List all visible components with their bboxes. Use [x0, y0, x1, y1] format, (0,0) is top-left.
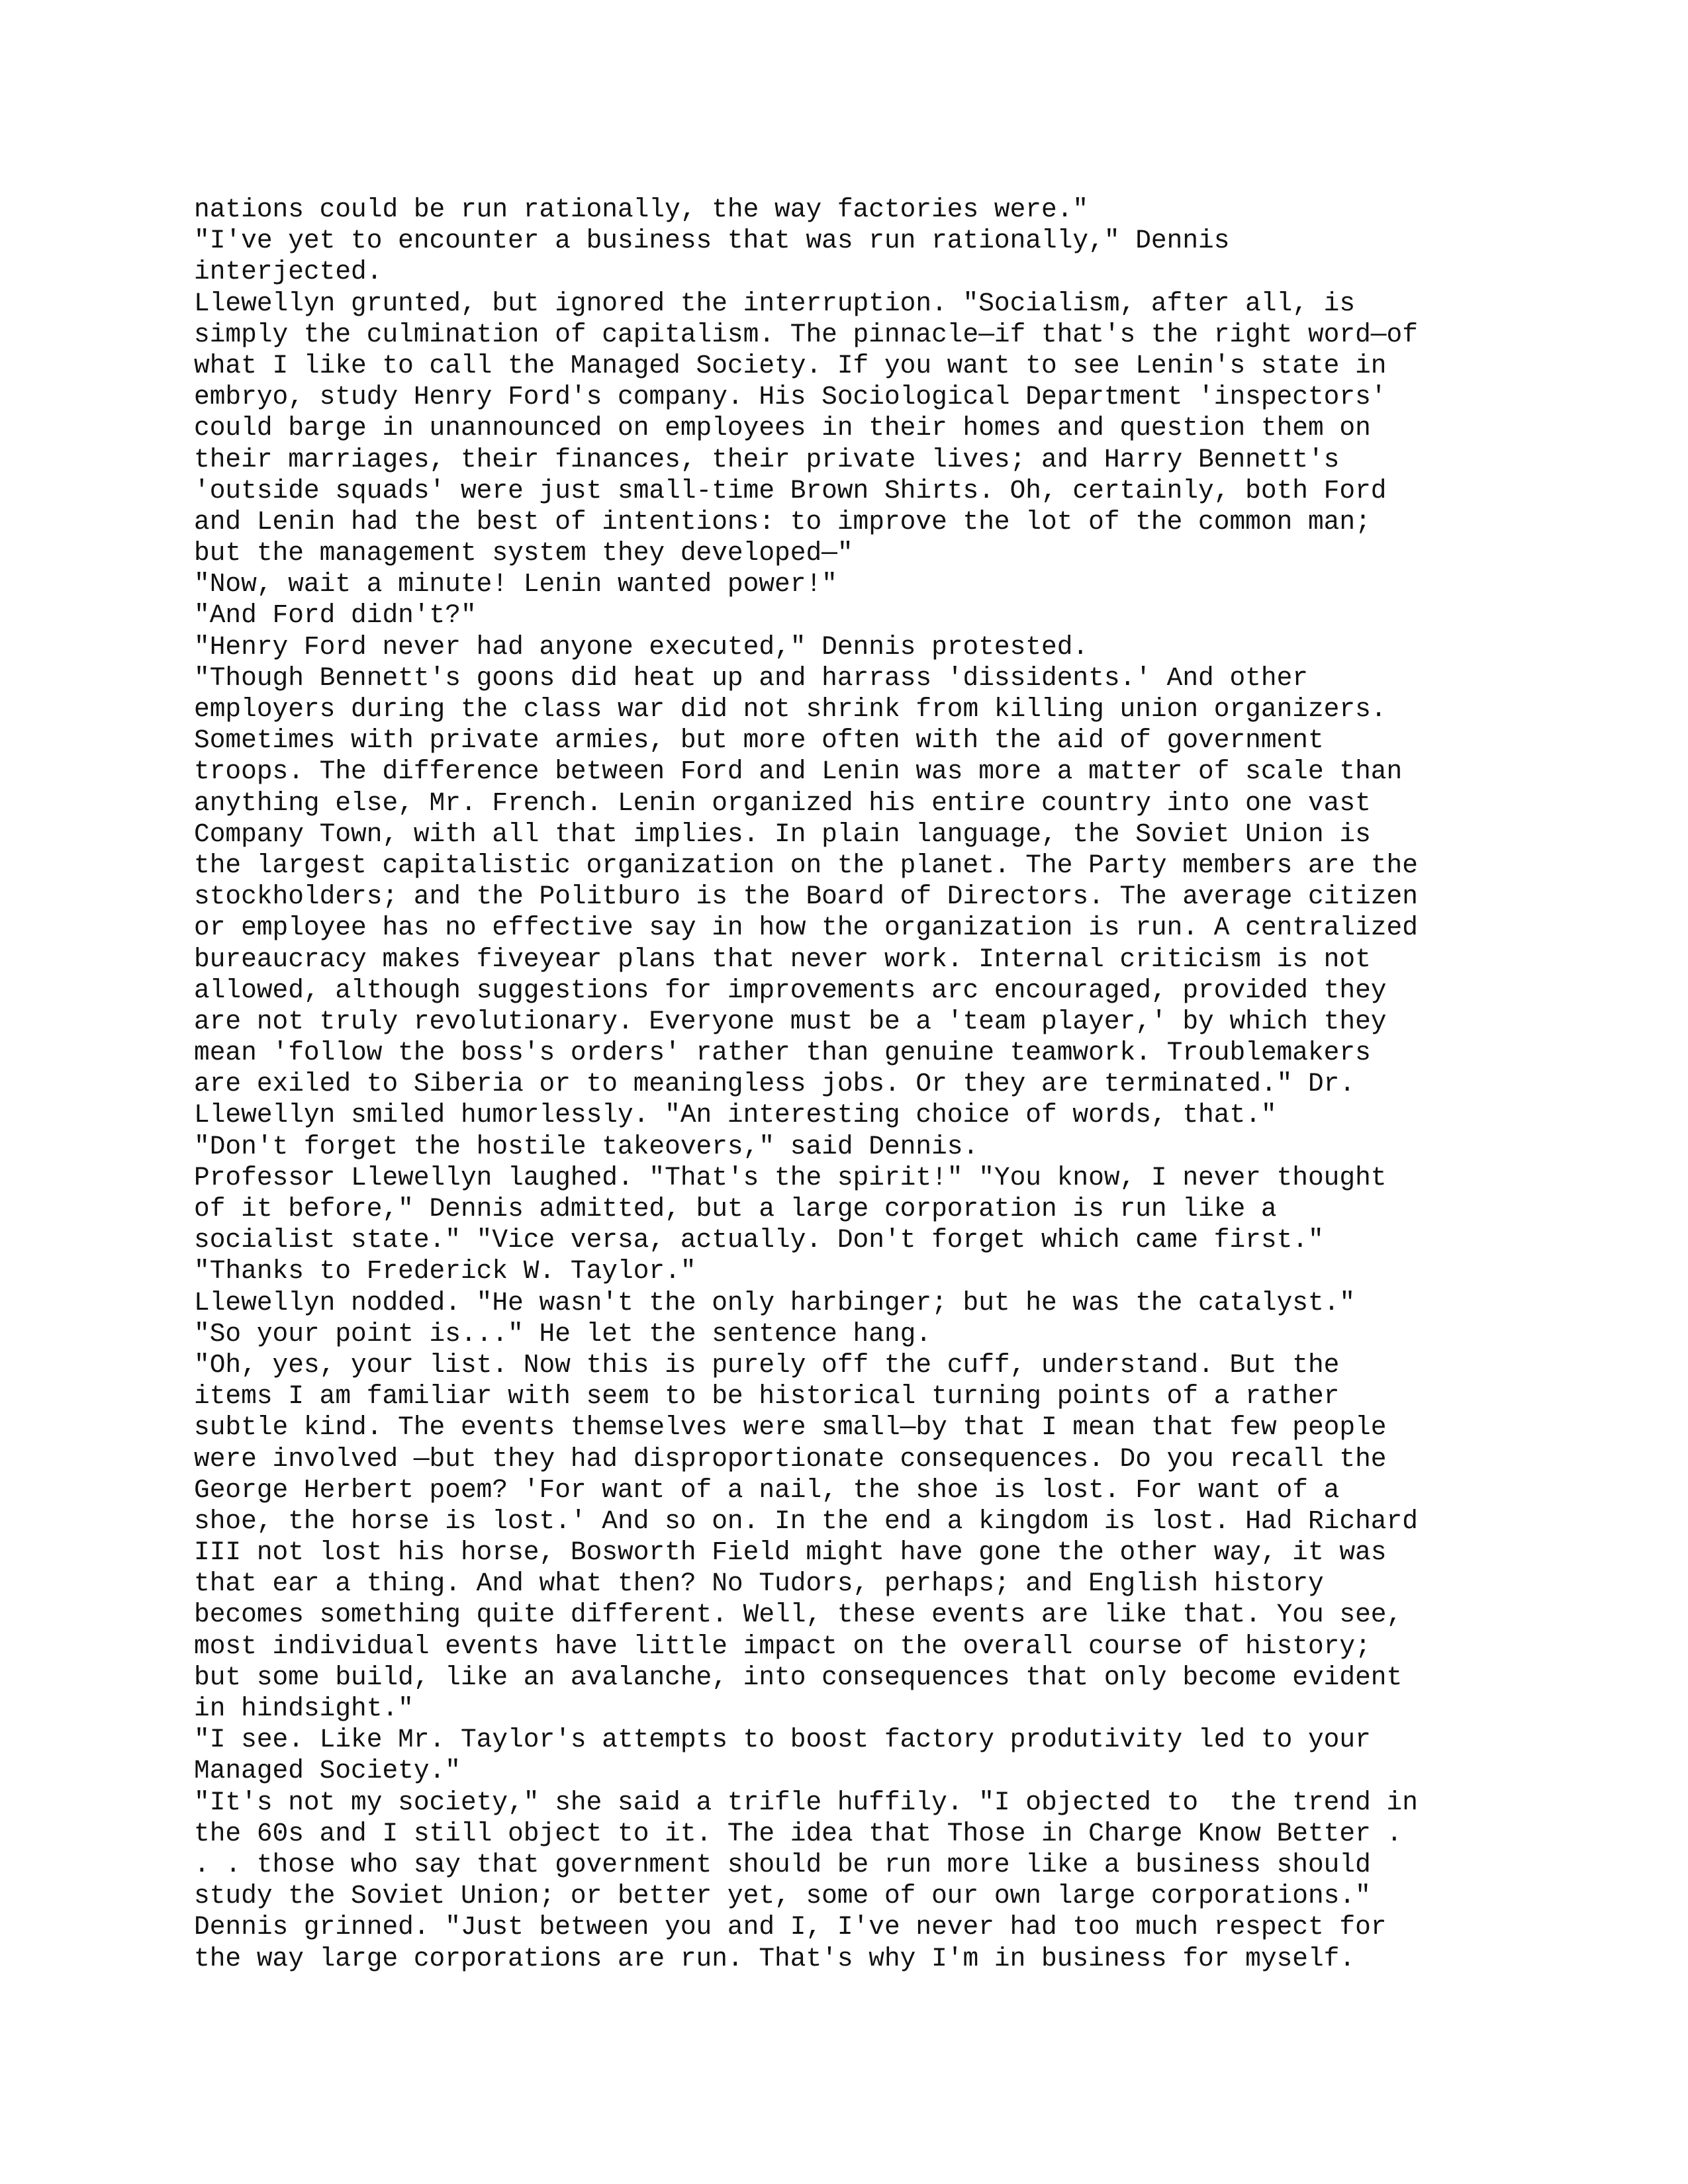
text-line: Dennis grinned. "Just between you and I, I've never had too much respect for: [194, 1912, 1387, 1942]
text-line: interjected.: [194, 257, 383, 287]
text-line: socialist state." "Vice versa, actually. Don't forget which came first.": [194, 1225, 1324, 1255]
text-line: items I am familiar with seem to be historical turning points of a rather: [194, 1381, 1340, 1412]
text-line: and Lenin had the best of intentions: to improve the lot of the common man;: [194, 506, 1371, 537]
text-line: employers during the class war did not shrink from killing union organizers.: [194, 694, 1387, 724]
text-line: most individual events have little impact on the overall course of history;: [194, 1631, 1371, 1661]
text-line: Llewellyn grunted, but ignored the interruption. "Socialism, after all, is: [194, 288, 1356, 318]
text-line: "I see. Like Mr. Taylor's attempts to boost factory produtivity led to your: [194, 1725, 1371, 1755]
text-line: George Herbert poem? 'For want of a nail, the shoe is lost. For want of a: [194, 1475, 1340, 1505]
text-line: the largest capitalistic organization on the planet. The Party members are the: [194, 850, 1418, 880]
text-line: Sometimes with private armies, but more often with the aid of government: [194, 725, 1324, 756]
text-line: are exiled to Siberia or to meaningless jobs. Or they are terminated." Dr.: [194, 1069, 1356, 1099]
text-line: troops. The difference between Ford and Lenin was more a matter of scale than: [194, 756, 1403, 787]
text-line: stockholders; and the Politburo is the Board of Directors. The average citizen: [194, 882, 1418, 912]
text-line: what I like to call the Managed Society. If you want to see Lenin's state in: [194, 350, 1387, 381]
text-line: "Henry Ford never had anyone executed," Dennis protested.: [194, 631, 1089, 662]
text-line: "I've yet to encounter a business that was run rationally," Dennis: [194, 226, 1230, 256]
text-line: "Don't forget the hostile takeovers," said Dennis.: [194, 1131, 979, 1161]
text-line: in hindsight.": [194, 1694, 414, 1723]
text-line: 'outside squads' were just small-time Brown Shirts. Oh, certainly, both Ford: [194, 475, 1387, 506]
text-line: but the management system they developed—": [194, 538, 853, 569]
text-line: bureaucracy makes fiveyear plans that never work. Internal criticism is not: [194, 944, 1371, 974]
text-line: mean 'follow the boss's orders' rather than genuine teamwork. Troublemakers: [194, 1038, 1371, 1068]
text-line: Managed Society.": [194, 1756, 461, 1786]
text-line: nations could be run rationally, the way factories were.": [194, 195, 1089, 224]
text-line: "Thanks to Frederick W. Taylor.": [194, 1256, 696, 1287]
text-line: "Though Bennett's goons did heat up and harrass 'dissidents.' And other: [194, 662, 1308, 693]
text-line: Company Town, with all that implies. In plain language, the Soviet Union is: [194, 819, 1371, 849]
text-line: Llewellyn nodded. "He wasn't the only harbinger; but he was the catalyst.": [194, 1287, 1356, 1318]
text-line: are not truly revolutionary. Everyone must be a 'team player,' by which they: [194, 1006, 1387, 1036]
text-line: . . those who say that government should be run more like a business should: [194, 1849, 1371, 1880]
text-line: "Oh, yes, your list. Now this is purely off the cuff, understand. But the: [194, 1349, 1340, 1380]
text-line: subtle kind. The events themselves were small—by that I mean that few people: [194, 1412, 1387, 1443]
text-line: were involved —but they had disproportionate consequences. Do you recall the: [194, 1443, 1387, 1474]
text-line: "It's not my society," she said a trifle huffily. "I objected to the trend in: [194, 1787, 1418, 1817]
text-line: "And Ford didn't?": [194, 600, 477, 631]
text-line: could barge in unannounced on employees in their homes and question them on: [194, 413, 1371, 443]
text-line: "So your point is..." He let the sentence hang.: [194, 1318, 932, 1349]
text-line: but some build, like an avalanche, into consequences that only become evident: [194, 1662, 1403, 1692]
text-line: or employee has no effective say in how the organization is run. A centralized: [194, 913, 1418, 943]
text-line: anything else, Mr. French. Lenin organized his entire country into one vast: [194, 788, 1371, 818]
text-line: simply the culmination of capitalism. The pinnacle—if that's the right word—of: [194, 319, 1418, 349]
text-line: the 60s and I still object to it. The idea that Those in Charge Know Better .: [194, 1818, 1403, 1848]
text-line: their marriages, their finances, their private lives; and Harry Bennett's: [194, 444, 1340, 475]
text-line: Professor Llewellyn laughed. "That's the spirit!" "You know, I never thought: [194, 1162, 1387, 1193]
text-line: shoe, the horse is lost.' And so on. In the end a kingdom is lost. Had Richard: [194, 1506, 1418, 1536]
body-text: [194, 194, 1677, 1974]
text-line: of it before," Dennis admitted, but a large corporation is run like a: [194, 1194, 1277, 1224]
text-line: study the Soviet Union; or better yet, some of our own large corporations.": [194, 1881, 1371, 1911]
text-line: allowed, although suggestions for improvements arc encouraged, provided they: [194, 975, 1387, 1005]
text-line: Llewellyn smiled humorlessly. "An interesting choice of words, that.": [194, 1100, 1277, 1130]
text-line: becomes something quite different. Well, these events are like that. You see,: [194, 1600, 1403, 1630]
text-line: III not lost his horse, Bosworth Field might have gone the other way, it was: [194, 1537, 1387, 1568]
text-line: embryo, study Henry Ford's company. His Sociological Department 'inspectors': [194, 382, 1387, 412]
text-line: that ear a thing. And what then? No Tudors, perhaps; and English history: [194, 1569, 1324, 1599]
text-line: "Now, wait a minute! Lenin wanted power!": [194, 569, 837, 600]
text-line: the way large corporations are run. That's why I'm in business for myself.: [194, 1943, 1356, 1974]
